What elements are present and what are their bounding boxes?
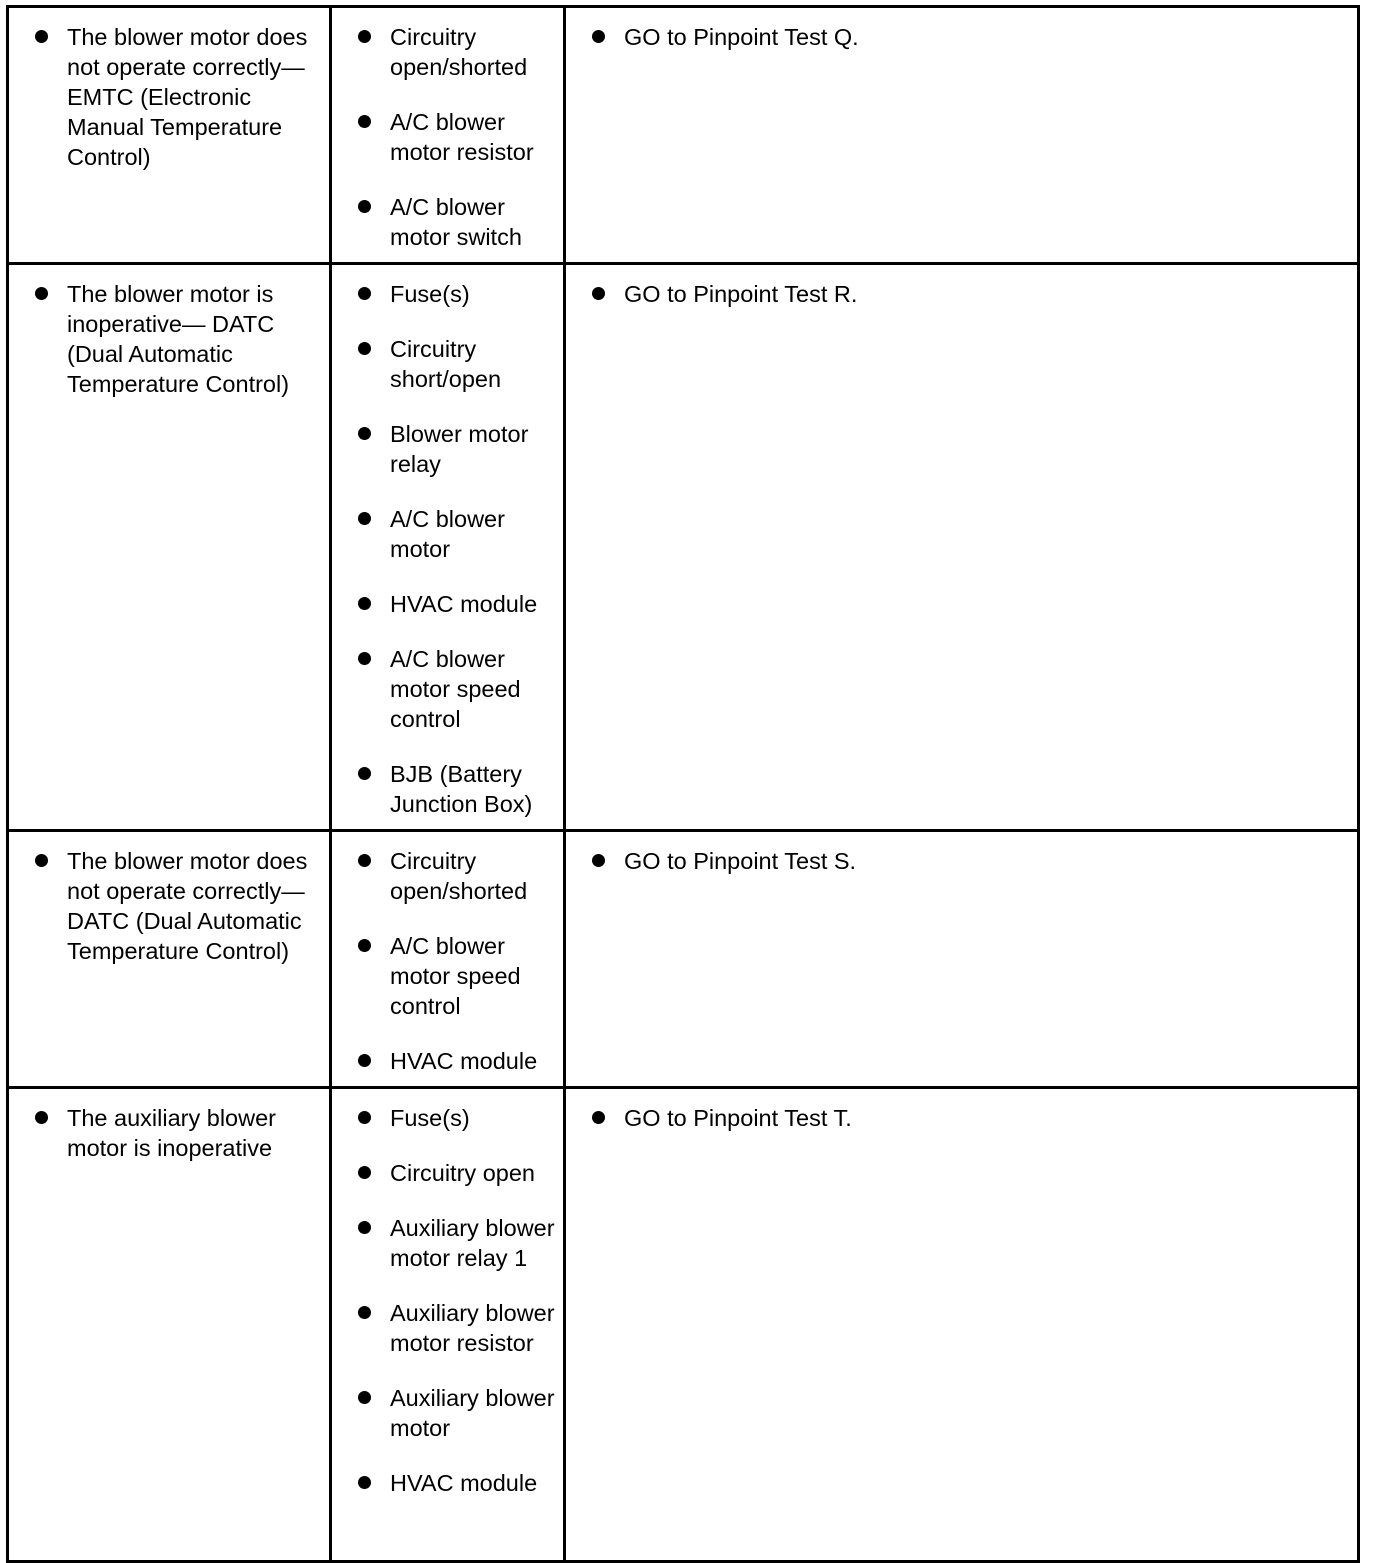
list-item (356, 1298, 555, 1358)
action-cell (565, 1088, 1359, 1562)
bullet-icon (358, 854, 371, 867)
table-row (8, 1088, 1359, 1562)
list-item (590, 279, 1349, 309)
bullet-icon (358, 512, 371, 525)
list-item (590, 1103, 1349, 1133)
action-text: GO to Pinpoint Test R. (624, 281, 858, 307)
list-item (356, 22, 555, 82)
source-text: Auxiliary blower motor relay 1 (390, 1215, 555, 1271)
source-text: A/C blower motor speed control (390, 646, 521, 732)
condition-text: The auxiliary blower motor is inoperative (67, 1105, 276, 1161)
condition-cell (8, 264, 331, 831)
condition-text: The blower motor does not operate correctly— DATC (Dual Automatic Temperature Control) (67, 848, 308, 964)
bullet-icon (358, 652, 371, 665)
bullet-icon (358, 767, 371, 780)
bullet-icon (358, 1111, 371, 1124)
list-item (356, 334, 555, 394)
list-item (33, 1103, 321, 1163)
list-item (590, 22, 1349, 52)
action-text: GO to Pinpoint Test T. (624, 1105, 852, 1131)
list-item (356, 419, 555, 479)
list-item (356, 279, 555, 309)
action-cell (565, 831, 1359, 1088)
source-text: Circuitry open (390, 1160, 535, 1186)
bullet-icon (592, 287, 605, 300)
bullet-icon (35, 287, 48, 300)
symptom-chart-table (6, 5, 1360, 1563)
list-item (356, 1383, 555, 1443)
bullet-icon (358, 115, 371, 128)
source-text: HVAC module (390, 1048, 538, 1074)
condition-cell (8, 1088, 331, 1562)
bullet-icon (592, 854, 605, 867)
action-text: GO to Pinpoint Test S. (624, 848, 857, 874)
bullet-icon (592, 30, 605, 43)
action-cell (565, 264, 1359, 831)
source-text: Auxiliary blower motor resistor (390, 1300, 555, 1356)
bullet-icon (358, 342, 371, 355)
source-text: HVAC module (390, 591, 538, 617)
source-text: Circuitry open/shorted (390, 848, 528, 904)
table-row (8, 831, 1359, 1088)
list-item (356, 644, 555, 734)
list-item (356, 504, 555, 564)
table-row (8, 264, 1359, 831)
list-item (356, 1213, 555, 1273)
list-item (356, 931, 555, 1021)
list-item (356, 107, 555, 167)
list-item (33, 22, 321, 172)
list-item (356, 192, 555, 252)
source-text: Blower motor relay (390, 421, 529, 477)
bullet-icon (35, 30, 48, 43)
list-item (356, 1468, 555, 1498)
source-text: A/C blower motor resistor (390, 109, 534, 165)
condition-text: The blower motor does not operate correctly— EMTC (Electronic Manual Temperature Control) (67, 24, 308, 170)
bullet-icon (358, 1166, 371, 1179)
source-text: A/C blower motor speed control (390, 933, 521, 1019)
list-item (356, 1103, 555, 1133)
list-item (356, 1046, 555, 1076)
condition-cell (8, 831, 331, 1088)
list-item (33, 279, 321, 399)
source-text: A/C blower motor switch (390, 194, 522, 250)
list-item (356, 759, 555, 819)
possible-source-cell (331, 1088, 565, 1562)
bullet-icon (358, 1391, 371, 1404)
condition-text: The blower motor is inoperative— DATC (Dual Automatic Temperature Control) (67, 281, 290, 397)
list-item (33, 846, 321, 966)
bullet-icon (358, 1054, 371, 1067)
source-text: Auxiliary blower motor (390, 1385, 555, 1441)
source-text: Circuitry open/shorted (390, 24, 528, 80)
source-text: A/C blower motor (390, 506, 505, 562)
source-text: HVAC module (390, 1470, 538, 1496)
source-text: Circuitry short/open (390, 336, 502, 392)
bullet-icon (35, 1111, 48, 1124)
list-item (356, 589, 555, 619)
table-row (8, 7, 1359, 264)
bullet-icon (592, 1111, 605, 1124)
bullet-icon (358, 1306, 371, 1319)
source-text: Fuse(s) (390, 281, 470, 307)
bullet-icon (358, 939, 371, 952)
possible-source-cell (331, 831, 565, 1088)
action-cell (565, 7, 1359, 264)
possible-source-cell (331, 264, 565, 831)
list-item (590, 846, 1349, 876)
bullet-icon (35, 854, 48, 867)
bullet-icon (358, 1221, 371, 1234)
bullet-icon (358, 597, 371, 610)
bullet-icon (358, 287, 371, 300)
list-item (356, 1158, 555, 1188)
list-item (356, 846, 555, 906)
bullet-icon (358, 30, 371, 43)
action-text: GO to Pinpoint Test Q. (624, 24, 859, 50)
source-text: BJB (Battery Junction Box) (390, 761, 533, 817)
bullet-icon (358, 427, 371, 440)
source-text: Fuse(s) (390, 1105, 470, 1131)
bullet-icon (358, 200, 371, 213)
condition-cell (8, 7, 331, 264)
possible-source-cell (331, 7, 565, 264)
bullet-icon (358, 1476, 371, 1489)
